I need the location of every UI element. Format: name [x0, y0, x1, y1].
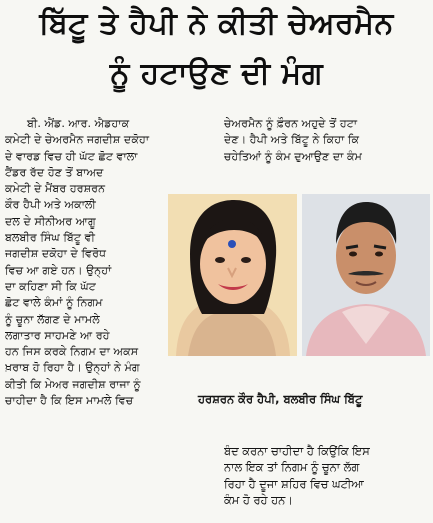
body-line: ਚੇਅਰਮੈਨ ਨੂੰ ਫ਼ੌਰਨ ਅਹੁਦੇ ਤੋਂ ਹਟਾ	[224, 117, 358, 130]
body-line: ਨਾਲ ਇਕ ਤਾਂ ਨਿਗਮ ਨੂੰ ਚੂਨਾ ਲੱਗ	[224, 460, 360, 475]
portrait-woman-illustration	[168, 194, 297, 356]
body-line: ਹਨ ਜਿਸ ਕਰਕੇ ਨਿਗਮ ਦਾ ਅਕਸ	[5, 345, 139, 359]
body-line: ਰਿਹਾ ਹੈ ਦੂਜਾ ਸ਼ਹਿਰ ਵਿਚ ਘਟੀਆ	[224, 476, 364, 491]
portrait-man-illustration	[302, 194, 430, 356]
body-line: ਦੇਣ। ਹੈਪੀ ਅਤੇ ਬਿੱਟੂ ਨੇ ਕਿਹਾ ਕਿ	[224, 133, 360, 147]
headline-line-1: ਬਿੱਟੂ ਤੇ ਹੈਪੀ ਨੇ ਕੀਤੀ ਚੇਅਰਮੈਨ	[39, 6, 394, 41]
body-line: ਬਲਬੀਰ ਸਿੰਘ ਬਿੱਟੂ ਵੀ	[5, 231, 95, 245]
body-line: ਕਮੇਟੀ ਦੇ ਮੈਂਬਰ ਹਰਸ਼ਰਨ	[5, 182, 106, 196]
body-line: ਛੋਟ ਵਾਲੇ ਕੰਮਾਂ ਨੂੰ ਨਿਗਮ	[5, 296, 103, 310]
body-line: ਕਮੇਟੀ ਦੇ ਚੇਅਰਮੈਨ ਜਗਦੀਸ਼ ਦਕੋਹਾ	[5, 133, 150, 147]
body-line: ਬੀ. ਐਂਡ. ਆਰ. ਐਡਹਾਕ	[27, 117, 130, 130]
headline-line-2: ਨੂੰ ਹਟਾਉਣ ਦੀ ਮੰਗ	[109, 56, 324, 91]
body-line: ਦਾ ਕਹਿਣਾ ਸੀ ਕਿ ਘੱਟ	[5, 279, 96, 293]
right-column-bottom	[224, 443, 429, 508]
body-line: ਜਗਦੀਸ਼ ਦਕੋਹਾ ਦੇ ਵਿਰੋਧ	[5, 247, 107, 261]
portrait-photo-harsharan	[168, 194, 297, 356]
body-line: ਕੰਮ ਹੋ ਰਹੇ ਹਨ।	[224, 492, 293, 507]
body-line: ਚਹੇਤਿਆਂ ਨੂੰ ਕੰਮ ਦੁਆਉਣ ਦਾ ਕੰਮ	[224, 149, 362, 163]
body-line: ਕੌਰ ਹੈਪੀ ਅਤੇ ਅਕਾਲੀ	[5, 198, 96, 212]
photo-caption: ਹਰਸ਼ਰਨ ਕੌਰ ਹੈਪੀ, ਬਲਬੀਰ ਸਿੰਘ ਬਿੱਟੂ	[198, 392, 363, 406]
body-line: ਲਗਾਤਾਰ ਸਾਹਮਣੇ ਆ ਰਹੇ	[5, 328, 110, 342]
body-line: ਚਾਹੀਦਾ ਹੈ ਕਿ ਇਸ ਮਾਮਲੇ ਵਿਚ	[5, 394, 134, 408]
body-line: ਕੀਤੀ ਕਿ ਮੇਅਰ ਜਗਦੀਸ਼ ਰਾਜਾ ਨੂੰ	[5, 377, 141, 391]
body-line: ਖ਼ਰਾਬ ਹੋ ਰਿਹਾ ਹੈ। ਉਨ੍ਹਾਂ ਨੇ ਮੰਗ	[5, 361, 140, 375]
body-line: ਬੰਦ ਕਰਨਾ ਚਾਹੀਦਾ ਹੈ ਕਿਉਂਕਿ ਇਸ	[224, 444, 370, 458]
body-line: ਟੈਂਡਰ ਰੱਦ ਹੋਣ ਤੋਂ ਬਾਅਦ	[5, 165, 104, 179]
right-column-top	[224, 116, 429, 165]
body-line: ਦਲ ਦੇ ਸੀਨੀਅਰ ਆਗੂ	[5, 214, 96, 228]
portrait-photo-balbir	[302, 194, 430, 356]
body-line: ਦੇ ਵਾਰਡ ਵਿਚ ਹੀ ਘੱਟ ਛੋਟ ਵਾਲਾ	[5, 149, 138, 163]
body-line: ਨੂੰ ਚੂਨਾ ਲੱਗਣ ਦੇ ਮਾਮਲੇ	[5, 312, 100, 326]
body-line: ਵਿਚ ਆ ਗਏ ਹਨ। ਉਨ੍ਹਾਂ	[5, 263, 112, 277]
